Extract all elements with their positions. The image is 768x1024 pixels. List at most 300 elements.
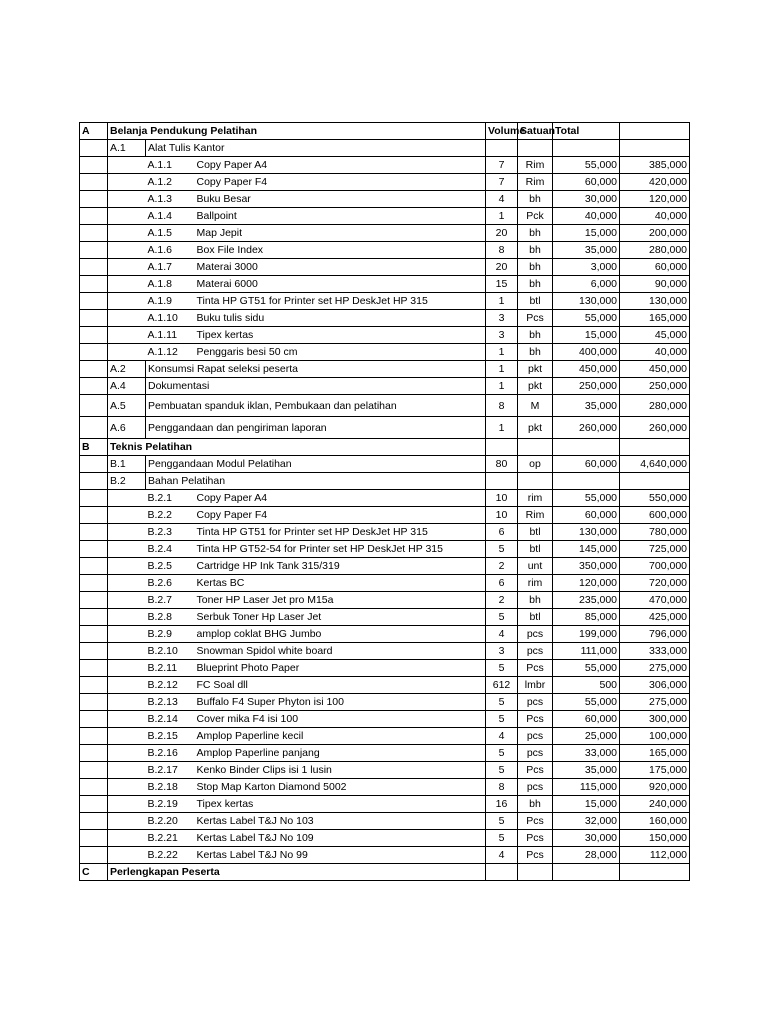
blank-cell — [80, 745, 108, 762]
total-cell: 420,000 — [620, 174, 690, 191]
item-description: Ballpoint — [195, 208, 486, 225]
unit-price-cell: 15,000 — [553, 225, 620, 242]
unit-price-cell — [553, 473, 620, 490]
blank-cell — [518, 439, 553, 456]
unit-price-cell: 130,000 — [553, 524, 620, 541]
item-description: Tipex kertas — [195, 327, 486, 344]
volume-cell: 3 — [486, 327, 518, 344]
table-row — [80, 395, 690, 417]
item-code: B.2.15 — [146, 728, 195, 745]
item-code: A.1.4 — [146, 208, 195, 225]
table-row — [80, 174, 690, 191]
item-description: Alat Tulis Kantor — [146, 140, 486, 157]
item-code: B.2.14 — [146, 711, 195, 728]
blank-cell — [80, 524, 108, 541]
blank-cell — [108, 276, 146, 293]
volume-cell: 5 — [486, 813, 518, 830]
volume-cell: 5 — [486, 830, 518, 847]
blank-cell — [518, 864, 553, 881]
item-description: Kertas Label T&J No 99 — [195, 847, 486, 864]
item-code: B.1 — [108, 456, 146, 473]
unit-cell: Pcs — [518, 813, 553, 830]
table-row — [80, 259, 690, 276]
blank-cell — [80, 558, 108, 575]
item-code: B.2.13 — [146, 694, 195, 711]
total-cell: 175,000 — [620, 762, 690, 779]
item-description: Kertas Label T&J No 103 — [195, 813, 486, 830]
item-code: B.2.5 — [146, 558, 195, 575]
blank-cell — [108, 694, 146, 711]
table-row — [80, 762, 690, 779]
blank-cell — [80, 609, 108, 626]
unit-price-cell: 55,000 — [553, 490, 620, 507]
total-cell: 112,000 — [620, 847, 690, 864]
volume-cell — [486, 140, 518, 157]
blank-cell — [80, 711, 108, 728]
unit-cell: M — [518, 395, 553, 417]
unit-price-cell: 32,000 — [553, 813, 620, 830]
unit-price-cell: 250,000 — [553, 378, 620, 395]
item-description: Konsumsi Rapat seleksi peserta — [146, 361, 486, 378]
unit-cell: pcs — [518, 626, 553, 643]
blank-cell — [108, 174, 146, 191]
item-code: A.2 — [108, 361, 146, 378]
item-description: Map Jepit — [195, 225, 486, 242]
total-cell: 280,000 — [620, 395, 690, 417]
volume-cell: 5 — [486, 745, 518, 762]
item-code: A.1.9 — [146, 293, 195, 310]
blank-cell — [620, 123, 690, 140]
unit-cell: Pcs — [518, 310, 553, 327]
total-cell: 4,640,000 — [620, 456, 690, 473]
item-code: A.1.1 — [146, 157, 195, 174]
volume-cell — [486, 473, 518, 490]
unit-price-cell: 15,000 — [553, 327, 620, 344]
item-description: Amplop Paperline panjang — [195, 745, 486, 762]
table-row — [80, 507, 690, 524]
unit-cell: btl — [518, 541, 553, 558]
item-description: Toner HP Laser Jet pro M15a — [195, 592, 486, 609]
unit-price-cell: 350,000 — [553, 558, 620, 575]
table-row — [80, 779, 690, 796]
blank-cell — [80, 259, 108, 276]
blank-cell — [108, 242, 146, 259]
blank-cell — [80, 456, 108, 473]
blank-cell — [108, 293, 146, 310]
unit-price-cell: 35,000 — [553, 242, 620, 259]
blank-cell — [108, 157, 146, 174]
item-description: Serbuk Toner Hp Laser Jet — [195, 609, 486, 626]
item-code: B.2.16 — [146, 745, 195, 762]
item-code: A.1.7 — [146, 259, 195, 276]
unit-price-cell: 55,000 — [553, 660, 620, 677]
volume-cell: 15 — [486, 276, 518, 293]
blank-cell — [80, 677, 108, 694]
blank-cell — [80, 378, 108, 395]
section-code: C — [80, 864, 108, 881]
blank-cell — [80, 660, 108, 677]
item-description: Buffalo F4 Super Phyton isi 100 — [195, 694, 486, 711]
item-description: Copy Paper A4 — [195, 490, 486, 507]
total-cell: 275,000 — [620, 660, 690, 677]
blank-cell — [486, 439, 518, 456]
budget-table — [79, 122, 690, 881]
unit-price-cell: 6,000 — [553, 276, 620, 293]
table-row — [80, 864, 690, 881]
unit-price-cell: 55,000 — [553, 310, 620, 327]
blank-cell — [80, 140, 108, 157]
table-row — [80, 745, 690, 762]
item-code: B.2.17 — [146, 762, 195, 779]
item-description: Stop Map Karton Diamond 5002 — [195, 779, 486, 796]
blank-cell — [80, 242, 108, 259]
unit-price-cell: 120,000 — [553, 575, 620, 592]
unit-price-cell: 40,000 — [553, 208, 620, 225]
item-code: A.1.12 — [146, 344, 195, 361]
table-row — [80, 191, 690, 208]
unit-cell: bh — [518, 259, 553, 276]
volume-cell: 4 — [486, 728, 518, 745]
item-description: Buku tulis sidu — [195, 310, 486, 327]
item-code: A.1.2 — [146, 174, 195, 191]
table-row — [80, 327, 690, 344]
unit-cell: Rim — [518, 174, 553, 191]
unit-cell: op — [518, 456, 553, 473]
table-row — [80, 796, 690, 813]
total-cell: 40,000 — [620, 208, 690, 225]
item-code: A.1.11 — [146, 327, 195, 344]
volume-cell: 3 — [486, 643, 518, 660]
total-cell: 550,000 — [620, 490, 690, 507]
unit-cell: bh — [518, 344, 553, 361]
item-description: Amplop Paperline kecil — [195, 728, 486, 745]
item-code: B.2.12 — [146, 677, 195, 694]
volume-cell: 8 — [486, 779, 518, 796]
volume-cell: 6 — [486, 524, 518, 541]
item-description: Penggandaan dan pengiriman laporan — [146, 417, 486, 439]
blank-cell — [80, 344, 108, 361]
section-code: B — [80, 439, 108, 456]
table-row — [80, 558, 690, 575]
table-row — [80, 847, 690, 864]
total-cell: 120,000 — [620, 191, 690, 208]
volume-cell: 612 — [486, 677, 518, 694]
table-row — [80, 140, 690, 157]
item-description: Tinta HP GT51 for Printer set HP DeskJet HP 315 — [195, 293, 486, 310]
unit-cell: pcs — [518, 643, 553, 660]
unit-price-cell: 35,000 — [553, 762, 620, 779]
unit-price-cell: 400,000 — [553, 344, 620, 361]
blank-cell — [108, 259, 146, 276]
table-row — [80, 361, 690, 378]
blank-cell — [108, 310, 146, 327]
blank-cell — [108, 660, 146, 677]
item-description: Bahan Pelatihan — [146, 473, 486, 490]
item-description: Box File Index — [195, 242, 486, 259]
unit-price-cell: 60,000 — [553, 174, 620, 191]
unit-price-cell: 60,000 — [553, 507, 620, 524]
unit-cell: bh — [518, 225, 553, 242]
item-code: B.2.9 — [146, 626, 195, 643]
unit-price-cell: 15,000 — [553, 796, 620, 813]
table-row — [80, 344, 690, 361]
table-row — [80, 677, 690, 694]
table-row — [80, 541, 690, 558]
unit-cell: pcs — [518, 745, 553, 762]
table-row — [80, 490, 690, 507]
blank-cell — [108, 344, 146, 361]
total-cell: 720,000 — [620, 575, 690, 592]
total-cell: 450,000 — [620, 361, 690, 378]
blank-cell — [80, 762, 108, 779]
unit-price-cell: 235,000 — [553, 592, 620, 609]
item-code: B.2.1 — [146, 490, 195, 507]
unit-cell: btl — [518, 293, 553, 310]
blank-cell — [80, 490, 108, 507]
blank-cell — [108, 327, 146, 344]
total-cell: 165,000 — [620, 310, 690, 327]
total-cell: 130,000 — [620, 293, 690, 310]
item-code: B.2.20 — [146, 813, 195, 830]
total-cell: 425,000 — [620, 609, 690, 626]
table-row — [80, 456, 690, 473]
unit-cell: pcs — [518, 728, 553, 745]
item-description: Cover mika F4 isi 100 — [195, 711, 486, 728]
unit-cell: Pcs — [518, 711, 553, 728]
total-cell: 300,000 — [620, 711, 690, 728]
blank-cell — [80, 847, 108, 864]
blank-cell — [620, 439, 690, 456]
unit-price-cell: 60,000 — [553, 711, 620, 728]
blank-cell — [108, 541, 146, 558]
blank-cell — [108, 225, 146, 242]
blank-cell — [108, 592, 146, 609]
item-description: amplop coklat BHG Jumbo — [195, 626, 486, 643]
volume-cell: 1 — [486, 417, 518, 439]
unit-cell: bh — [518, 242, 553, 259]
section-title: Perlengkapan Peserta — [108, 864, 486, 881]
total-cell: 240,000 — [620, 796, 690, 813]
unit-price-cell: 85,000 — [553, 609, 620, 626]
table-row — [80, 575, 690, 592]
unit-price-cell: 35,000 — [553, 395, 620, 417]
blank-cell — [80, 174, 108, 191]
unit-cell: bh — [518, 592, 553, 609]
volume-cell: 7 — [486, 157, 518, 174]
unit-cell: pkt — [518, 417, 553, 439]
blank-cell — [108, 575, 146, 592]
volume-cell: 6 — [486, 575, 518, 592]
unit-cell: pcs — [518, 779, 553, 796]
blank-cell — [108, 813, 146, 830]
unit-price-cell: 30,000 — [553, 830, 620, 847]
unit-price-cell: 3,000 — [553, 259, 620, 276]
total-cell — [620, 140, 690, 157]
table-row — [80, 830, 690, 847]
item-code: B.2.21 — [146, 830, 195, 847]
volume-cell: 80 — [486, 456, 518, 473]
item-code: A.1 — [108, 140, 146, 157]
table-row — [80, 813, 690, 830]
table-row — [80, 728, 690, 745]
blank-cell — [553, 439, 620, 456]
volume-cell: 5 — [486, 711, 518, 728]
table-row — [80, 378, 690, 395]
item-code: A.1.3 — [146, 191, 195, 208]
total-cell: 150,000 — [620, 830, 690, 847]
blank-cell — [80, 225, 108, 242]
volume-header: Volume — [486, 123, 518, 140]
total-cell: 100,000 — [620, 728, 690, 745]
item-code: A.1.6 — [146, 242, 195, 259]
blank-cell — [108, 191, 146, 208]
blank-cell — [80, 310, 108, 327]
section-title: Belanja Pendukung Pelatihan — [108, 123, 486, 140]
blank-cell — [80, 694, 108, 711]
volume-cell: 16 — [486, 796, 518, 813]
item-description: Kenko Binder Clips isi 1 lusin — [195, 762, 486, 779]
blank-cell — [80, 157, 108, 174]
blank-cell — [80, 592, 108, 609]
unit-cell: unt — [518, 558, 553, 575]
unit-cell: rim — [518, 575, 553, 592]
table-row — [80, 626, 690, 643]
item-code: B.2.11 — [146, 660, 195, 677]
blank-cell — [80, 796, 108, 813]
total-cell: 725,000 — [620, 541, 690, 558]
item-description: Materai 3000 — [195, 259, 486, 276]
blank-cell — [108, 728, 146, 745]
table-row — [80, 157, 690, 174]
volume-cell: 5 — [486, 762, 518, 779]
unit-cell: lmbr — [518, 677, 553, 694]
blank-cell — [108, 208, 146, 225]
item-description: Kertas BC — [195, 575, 486, 592]
total-cell: 165,000 — [620, 745, 690, 762]
unit-price-cell: 30,000 — [553, 191, 620, 208]
total-cell: 700,000 — [620, 558, 690, 575]
blank-cell — [553, 864, 620, 881]
total-cell: 385,000 — [620, 157, 690, 174]
volume-cell: 5 — [486, 660, 518, 677]
item-code: A.5 — [108, 395, 146, 417]
item-description: Penggandaan Modul Pelatihan — [146, 456, 486, 473]
blank-cell — [108, 626, 146, 643]
item-code: B.2.18 — [146, 779, 195, 796]
volume-cell: 2 — [486, 558, 518, 575]
satuan-header: Satuan — [518, 123, 553, 140]
table-row — [80, 225, 690, 242]
item-code: B.2.19 — [146, 796, 195, 813]
section-title: Teknis Pelatihan — [108, 439, 486, 456]
volume-cell: 4 — [486, 847, 518, 864]
item-code: B.2.10 — [146, 643, 195, 660]
blank-cell — [80, 417, 108, 439]
volume-cell: 4 — [486, 191, 518, 208]
blank-cell — [80, 728, 108, 745]
blank-cell — [108, 847, 146, 864]
unit-price-cell: 28,000 — [553, 847, 620, 864]
table-row — [80, 293, 690, 310]
volume-cell: 5 — [486, 541, 518, 558]
unit-cell: Rim — [518, 507, 553, 524]
table-row — [80, 439, 690, 456]
table-row — [80, 592, 690, 609]
blank-cell — [108, 779, 146, 796]
blank-cell — [80, 276, 108, 293]
unit-price-cell: 260,000 — [553, 417, 620, 439]
volume-cell: 5 — [486, 609, 518, 626]
blank-cell — [80, 208, 108, 225]
item-code: B.2.6 — [146, 575, 195, 592]
unit-cell: pcs — [518, 694, 553, 711]
volume-cell: 7 — [486, 174, 518, 191]
unit-price-cell: 130,000 — [553, 293, 620, 310]
item-code: A.6 — [108, 417, 146, 439]
item-code: B.2.22 — [146, 847, 195, 864]
volume-cell: 8 — [486, 395, 518, 417]
item-description: Tinta HP GT51 for Printer set HP DeskJet HP 315 — [195, 524, 486, 541]
volume-cell: 4 — [486, 626, 518, 643]
unit-price-cell: 199,000 — [553, 626, 620, 643]
item-code: A.1.8 — [146, 276, 195, 293]
item-code: B.2.7 — [146, 592, 195, 609]
total-cell: 306,000 — [620, 677, 690, 694]
blank-cell — [80, 541, 108, 558]
total-cell: 90,000 — [620, 276, 690, 293]
item-code: B.2.2 — [146, 507, 195, 524]
unit-price-cell: 55,000 — [553, 157, 620, 174]
unit-cell: bh — [518, 796, 553, 813]
item-description: Pembuatan spanduk iklan, Pembukaan dan pelatihan — [146, 395, 486, 417]
total-cell: 280,000 — [620, 242, 690, 259]
item-description: Copy Paper F4 — [195, 507, 486, 524]
item-description: Dokumentasi — [146, 378, 486, 395]
unit-cell: Pcs — [518, 830, 553, 847]
volume-cell: 1 — [486, 378, 518, 395]
total-cell — [620, 473, 690, 490]
item-description: Tinta HP GT52-54 for Printer set HP DeskJet HP 315 — [195, 541, 486, 558]
blank-cell — [80, 361, 108, 378]
total-cell: 796,000 — [620, 626, 690, 643]
total-cell: 260,000 — [620, 417, 690, 439]
unit-price-cell: 111,000 — [553, 643, 620, 660]
unit-cell: bh — [518, 191, 553, 208]
item-code: B.2.3 — [146, 524, 195, 541]
blank-cell — [80, 626, 108, 643]
table-row — [80, 242, 690, 259]
blank-cell — [108, 609, 146, 626]
unit-price-cell: 450,000 — [553, 361, 620, 378]
unit-cell: bh — [518, 276, 553, 293]
volume-cell: 1 — [486, 344, 518, 361]
blank-cell — [80, 779, 108, 796]
unit-cell: btl — [518, 609, 553, 626]
unit-cell: rim — [518, 490, 553, 507]
blank-cell — [108, 524, 146, 541]
item-description: Kertas Label T&J No 109 — [195, 830, 486, 847]
total-cell: 45,000 — [620, 327, 690, 344]
total-cell: 600,000 — [620, 507, 690, 524]
unit-price-cell: 115,000 — [553, 779, 620, 796]
unit-cell: bh — [518, 327, 553, 344]
blank-cell — [108, 507, 146, 524]
item-description: Tipex kertas — [195, 796, 486, 813]
table-row — [80, 524, 690, 541]
blank-cell — [80, 813, 108, 830]
blank-cell — [80, 575, 108, 592]
item-code: A.1.5 — [146, 225, 195, 242]
